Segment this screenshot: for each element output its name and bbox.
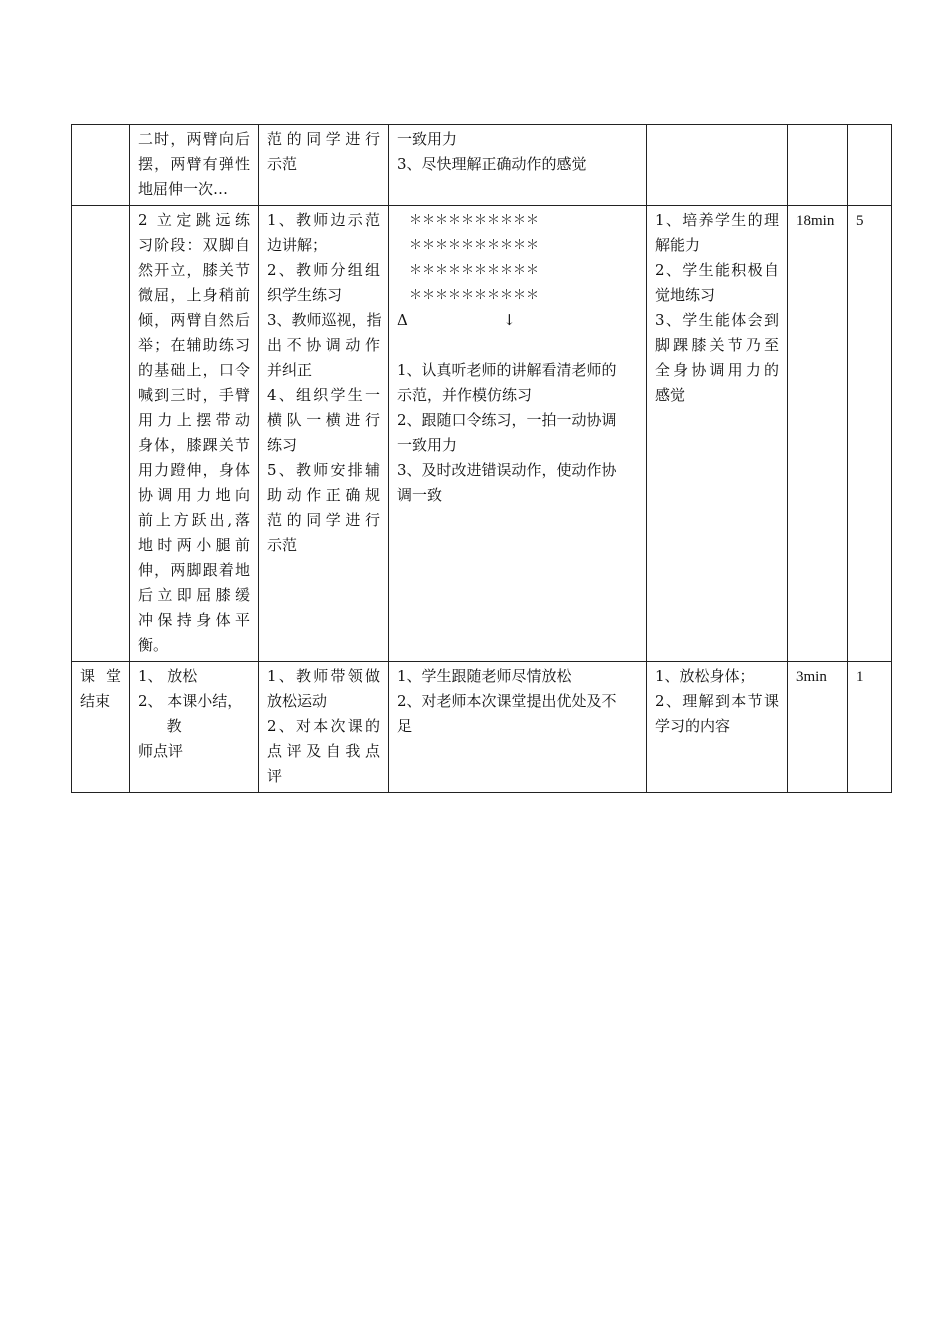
teacher-activity-cell: 1、教师边示范 边讲解； 2、教师分组组 织学生练习 3、教师巡视，指 出不协调动作 并纠正 4、组织学生一 横队一横进行 练习 5、教师安排辅 助动作正确规 范的同学进行 示范	[259, 206, 389, 662]
down-arrow-icon: ↓	[503, 311, 516, 329]
stage-cell	[72, 125, 130, 206]
stage-cell	[72, 206, 130, 662]
goal-cell: 1、培养学生的理 解能力 2、学生能积极自 觉地练习 3、学生能体会到 脚踝膝关节乃至 全身协调用力的 感觉	[647, 206, 788, 662]
student-activity-cell: ＊＊＊＊＊＊＊＊＊＊ ＊＊＊＊＊＊＊＊＊＊ ＊＊＊＊＊＊＊＊＊＊ ＊＊＊＊＊＊＊＊＊＊ Δ ↓ 1、认真听老师的讲解看清老师的 示范，并作模仿练习 2、跟随口令练习，一拍一动协调 一致用力 3、及时改进错误动作，使动作协 调一致	[389, 206, 647, 662]
table-row	[72, 662, 892, 793]
teacher-activity-cell: 1、教师带领做 放松运动 2、对本次课的 点评及自我点 评	[259, 662, 389, 793]
teacher-position-marker: Δ	[397, 311, 408, 329]
formation-row: ＊＊＊＊＊＊＊＊＊＊	[409, 288, 540, 303]
content-cell: 1、 放松 2、 本课小结， 教 师点评	[130, 662, 259, 793]
stage-cell: 课 堂 结束	[72, 662, 130, 793]
count-cell: 1	[848, 662, 892, 793]
time-cell: 18min	[788, 206, 848, 662]
formation-markers	[397, 308, 638, 333]
count-cell	[848, 125, 892, 206]
time-cell: 3min	[788, 662, 848, 793]
student-activity-cell: 1、学生跟随老师尽情放松 2、对老师本次课堂提出优处及不 足	[389, 662, 647, 793]
goal-cell	[647, 125, 788, 206]
formation-row: ＊＊＊＊＊＊＊＊＊＊	[409, 263, 540, 278]
teacher-activity-cell: 范的同学进行 示范	[259, 125, 389, 206]
count-cell: 5	[848, 206, 892, 662]
content-cell: 二时，两臂向后 摆，两臂有弹性 地屈伸一次…	[130, 125, 259, 206]
table-row	[72, 125, 892, 206]
formation-row: ＊＊＊＊＊＊＊＊＊＊	[409, 213, 540, 228]
lesson-plan-table	[71, 124, 892, 793]
time-cell	[788, 125, 848, 206]
formation-diagram	[397, 208, 638, 308]
formation-row: ＊＊＊＊＊＊＊＊＊＊	[409, 238, 540, 253]
content-cell: 2 立定跳远练 习阶段：双脚自 然开立，膝关节 微屈，上身稍前 倾，两臂自然后 举；在辅助练习 的基础上，口令 喊到三时，手臂 用力上摆带动 身体，膝踝关节 用力蹬伸，身体 协调用力地向 前上方跃出,落 地时两小腿前 伸，两脚跟着地 后立即屈膝缓 冲保持身体平 衡。	[130, 206, 259, 662]
table-row	[72, 206, 892, 662]
student-activity-cell: 一致用力 3、尽快理解正确动作的感觉	[389, 125, 647, 206]
goal-cell: 1、放松身体； 2、理解到本节课 学习的内容	[647, 662, 788, 793]
